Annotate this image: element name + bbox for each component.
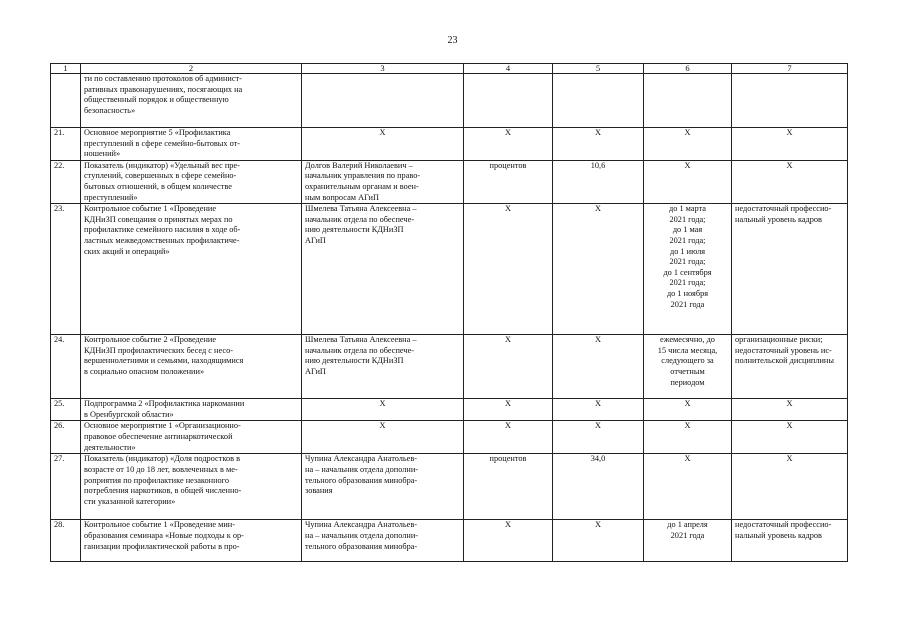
header-cell: 3	[302, 64, 464, 74]
page-number: 23	[447, 35, 458, 46]
cell-line: тельного образования минобра-	[305, 541, 418, 551]
cell-line: недостаточный профессио-	[735, 204, 832, 214]
cell-line: организационные риски;	[735, 335, 823, 345]
header-cell: 4	[464, 64, 553, 74]
row-number: 28.	[51, 520, 81, 562]
cell-line: Контрольное событие 2 «Проведение	[84, 335, 217, 345]
unit-of-measure: Х	[464, 399, 553, 421]
cell-line: Х	[379, 399, 386, 409]
cell-line: Х	[786, 421, 793, 431]
cell-line: Чупина Александра Анатольев-	[305, 454, 418, 464]
responsible-person	[302, 454, 464, 520]
cell-line: недостаточный профессио-	[735, 520, 832, 530]
target-value: Х	[553, 399, 644, 421]
header-cell: 7	[732, 64, 848, 74]
cell-line: АГиП	[305, 235, 326, 245]
cell-line: Чупина Александра Анатольев-	[305, 520, 418, 530]
responsible-person	[302, 204, 464, 335]
unit-of-measure: процентов	[464, 160, 553, 203]
cell-line: ластных межведомственных профилактиче-	[84, 235, 240, 245]
cell-line: зования	[305, 486, 333, 496]
unit-of-measure: Х	[464, 421, 553, 454]
cell-line: преступлений»	[84, 192, 138, 202]
cell-line: Х	[786, 160, 793, 170]
cell-line: роприятия по профилактике незаконного	[84, 475, 230, 485]
deadline: ежемесячно, до 15 числа месяца, следующего за отчетным периодом	[644, 335, 732, 399]
cell-line: преступлений в сфере семейно-бытовых от-	[84, 138, 241, 148]
row-number: 24.	[51, 335, 81, 399]
header-cell: 6	[644, 64, 732, 74]
table-row	[51, 335, 848, 399]
cell-line: сти указанной категории»	[84, 496, 176, 506]
cell-line: тельного образования минобра-	[305, 475, 418, 485]
deadline	[644, 74, 732, 128]
cell-line: нию деятельности КДНиЗП	[305, 225, 404, 235]
event-name	[81, 399, 302, 421]
unit-of-measure: Х	[464, 204, 553, 335]
cell-line: деятельности»	[84, 442, 136, 452]
cell-line: безопасность»	[84, 105, 136, 115]
cell-line: ношений»	[84, 149, 121, 159]
event-name	[81, 74, 302, 128]
target-value: Х	[553, 421, 644, 454]
event-name	[81, 454, 302, 520]
header-row	[51, 64, 848, 74]
cell-line: образования семинара «Новые подходы к ор-	[84, 530, 244, 540]
row-number: 21.	[51, 128, 81, 161]
cell-line: Показатель (индикатор) «Доля подростков в	[84, 454, 241, 464]
cell-line: потребления наркотиков, в общей численно-	[84, 486, 242, 496]
cell-line: на – начальник отдела дополни-	[305, 464, 419, 474]
target-value: Х	[553, 335, 644, 399]
responsible-person	[302, 421, 464, 454]
cell-line: ских акций и операций»	[84, 246, 170, 256]
table-row	[51, 128, 848, 161]
header-cell: 2	[81, 64, 302, 74]
deadline: Х	[644, 421, 732, 454]
header-cell: 1	[51, 64, 81, 74]
risks	[732, 204, 848, 335]
table-row	[51, 399, 848, 421]
event-name	[81, 128, 302, 161]
table-row	[51, 520, 848, 562]
responsible-person	[302, 128, 464, 161]
target-value: Х	[553, 520, 644, 562]
cell-line: начальник отдела по обеспече-	[305, 214, 415, 224]
cell-line: Показатель (индикатор) «Удельный вес пре-	[84, 160, 240, 170]
cell-line: Подпрограмма 2 «Профилактика наркомании	[84, 399, 245, 409]
risks	[732, 160, 848, 203]
cell-line: возрасте от 10 до 18 лет, вовлеченных в ме-	[84, 464, 238, 474]
cell-line: начальник отдела по обеспече-	[305, 345, 415, 355]
cell-line: в Оренбургской области»	[84, 409, 174, 419]
row-number: 25.	[51, 399, 81, 421]
cell-line: ганизации профилактической работы в про-	[84, 541, 240, 551]
cell-line: вершеннолетними и семьями, находящимися	[84, 356, 244, 366]
cell-line: Х	[379, 128, 386, 137]
event-name	[81, 520, 302, 562]
risks	[732, 454, 848, 520]
target-value	[553, 74, 644, 128]
target-value: Х	[553, 204, 644, 335]
cell-line: бытовых отношений, в общем количестве	[84, 181, 232, 191]
unit-of-measure	[464, 74, 553, 128]
row-number	[51, 74, 81, 128]
table-body	[51, 64, 848, 562]
deadline: до 1 марта 2021 года; до 1 мая 2021 года; до 1 июля 2021 года; до 1 сентября 2021 года; до 1 ноября 2021 года	[644, 204, 732, 335]
risks	[732, 520, 848, 562]
responsible-person	[302, 520, 464, 562]
event-name	[81, 204, 302, 335]
header-cell: 5	[553, 64, 644, 74]
cell-line: Шмелева Татьяна Алексеевна –	[305, 204, 417, 214]
responsible-person	[302, 399, 464, 421]
cell-line: ступлений, совершенных в сфере семейно-	[84, 171, 237, 181]
row-number: 27.	[51, 454, 81, 520]
cell-line: Х	[786, 128, 793, 137]
risks	[732, 128, 848, 161]
cell-line: полнительской дисциплины	[735, 356, 834, 366]
risks	[732, 74, 848, 128]
cell-line: нию деятельности КДНиЗП	[305, 356, 404, 366]
row-number: 22.	[51, 160, 81, 203]
risks	[732, 399, 848, 421]
cell-line: общественный порядок и общественную	[84, 95, 229, 105]
deadline: Х	[644, 160, 732, 203]
responsible-person	[302, 74, 464, 128]
cell-line: Основное мероприятие 5 «Профилактика	[84, 128, 231, 137]
deadline: Х	[644, 128, 732, 161]
target-value: Х	[553, 128, 644, 161]
cell-line: на – начальник отдела дополни-	[305, 530, 419, 540]
cell-line: недостаточный уровень ис-	[735, 345, 832, 355]
cell-line: ративных правонарушениях, посягающих на	[84, 84, 243, 94]
cell-line: Х	[786, 454, 793, 464]
cell-line: ти по составлению протоколов об админист-	[84, 74, 242, 83]
unit-of-measure: процентов	[464, 454, 553, 520]
deadline: до 1 апреля 2021 года	[644, 520, 732, 562]
cell-line: Долгов Валерий Николаевич –	[305, 160, 413, 170]
unit-of-measure: Х	[464, 520, 553, 562]
responsible-person	[302, 335, 464, 399]
deadline: Х	[644, 454, 732, 520]
event-name	[81, 421, 302, 454]
target-value: 34,0	[553, 454, 644, 520]
risks	[732, 421, 848, 454]
cell-line: Контрольное событие 1 «Проведение	[84, 204, 217, 214]
cell-line: Контрольное событие 1 «Проведение мин-	[84, 520, 235, 530]
cell-line: Х	[786, 399, 793, 409]
cell-line: КДНиЗП совещания о принятых мерах по	[84, 214, 233, 224]
table-row	[51, 204, 848, 335]
event-name	[81, 160, 302, 203]
unit-of-measure: Х	[464, 335, 553, 399]
cell-line: профилактике семейного насилия в ходе об-	[84, 225, 241, 235]
table-row	[51, 74, 848, 128]
row-number: 23.	[51, 204, 81, 335]
cell-line: правовое обеспечение антинаркотической	[84, 431, 233, 441]
event-name	[81, 335, 302, 399]
cell-line: АГиП	[305, 366, 326, 376]
table-row	[51, 160, 848, 203]
row-number: 26.	[51, 421, 81, 454]
deadline: Х	[644, 399, 732, 421]
cell-line: Основное мероприятие 1 «Организационно-	[84, 421, 241, 431]
cell-line: Х	[379, 421, 386, 431]
cell-line: начальник управления по право-	[305, 171, 421, 181]
responsible-person	[302, 160, 464, 203]
unit-of-measure: Х	[464, 128, 553, 161]
plan-table	[50, 63, 848, 562]
cell-line: нальный уровень кадров	[735, 530, 822, 540]
cell-line: ным вопросам АГиП	[305, 192, 379, 202]
table-row	[51, 421, 848, 454]
cell-line: охранительным органам и воен-	[305, 181, 419, 191]
cell-line: КДНиЗП профилактических бесед с несо-	[84, 345, 233, 355]
target-value: 10,6	[553, 160, 644, 203]
table-row	[51, 454, 848, 520]
cell-line: в социально опасном положении»	[84, 366, 205, 376]
cell-line: нальный уровень кадров	[735, 214, 822, 224]
cell-line: Шмелева Татьяна Алексеевна –	[305, 335, 417, 345]
risks	[732, 335, 848, 399]
